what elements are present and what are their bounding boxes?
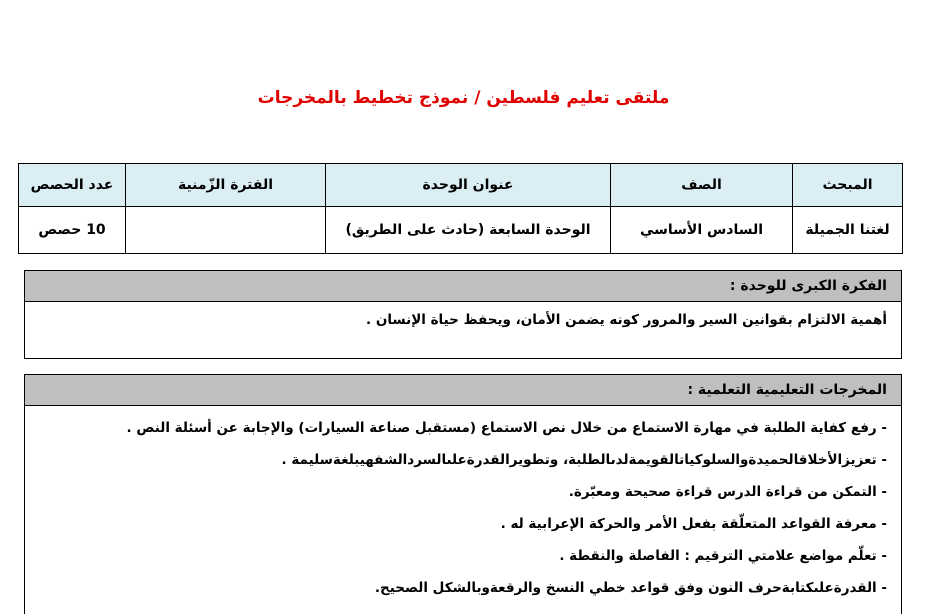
outcome-item: - التمكن من قراءة الدرس قراءة صحيحة ومعبّرة. xyxy=(568,484,887,500)
value-time-period xyxy=(126,207,326,254)
unit-info-table xyxy=(18,163,903,254)
header-time-period: الفترة الزّمنية xyxy=(126,164,326,207)
info-value-row xyxy=(19,207,903,254)
outcome-item: - تعزيزالأخلاقالحميدةوالسلوكياتالقويمةلدىالطلبة، وتطويرالقدرةعلىالسردالشفهيبلغةسليمة . xyxy=(281,452,887,468)
info-header-row xyxy=(19,164,903,207)
outcome-item: - معرفة القواعد المتعلّقة بفعل الأمر والحركة الإعرابية له . xyxy=(500,516,887,532)
page-title: ملتقى تعليم فلسطين / نموذج تخطيط بالمخرجات xyxy=(257,88,670,108)
big-idea-text: أهمية الالتزام بقوانين السير والمرور كونه يضمن الأمان، ويحفظ حياة الإنسان . xyxy=(365,312,887,328)
outcome-item: - القدرةعلىكتابةحرف النون وفق قواعد خطي النسخ والرقعةوبالشكل الصحيح. xyxy=(374,580,887,596)
outcome-item: - تعلّم مواضع علامتي الترقيم : الفاصلة والنقطة . xyxy=(559,548,887,564)
header-subject: المبحث xyxy=(793,164,903,207)
big-idea-heading: الفكرة الكبرى للوحدة : xyxy=(25,271,901,302)
outcome-item: - رفع كفاية الطلبة في مهارة الاستماع من خلال نص الاستماع (مستقبل صناعة السيارات) والإجابة عن أسئلة النص . xyxy=(126,420,887,436)
outcomes-heading: المخرجات التعليمية التعلمية : xyxy=(25,375,901,406)
header-unit-title: عنوان الوحدة xyxy=(326,164,611,207)
header-grade: الصف xyxy=(611,164,793,207)
header-lesson-count: عدد الحصص xyxy=(19,164,126,207)
value-subject: لغتنا الجميلة xyxy=(793,207,903,254)
outcomes-list xyxy=(25,406,887,604)
value-lesson-count: 10 حصص xyxy=(19,207,126,254)
outcomes-section xyxy=(24,374,902,614)
value-unit-title: الوحدة السابعة (حادث على الطريق) xyxy=(326,207,611,254)
big-idea-section xyxy=(24,270,902,359)
value-grade: السادس الأساسي xyxy=(611,207,793,254)
